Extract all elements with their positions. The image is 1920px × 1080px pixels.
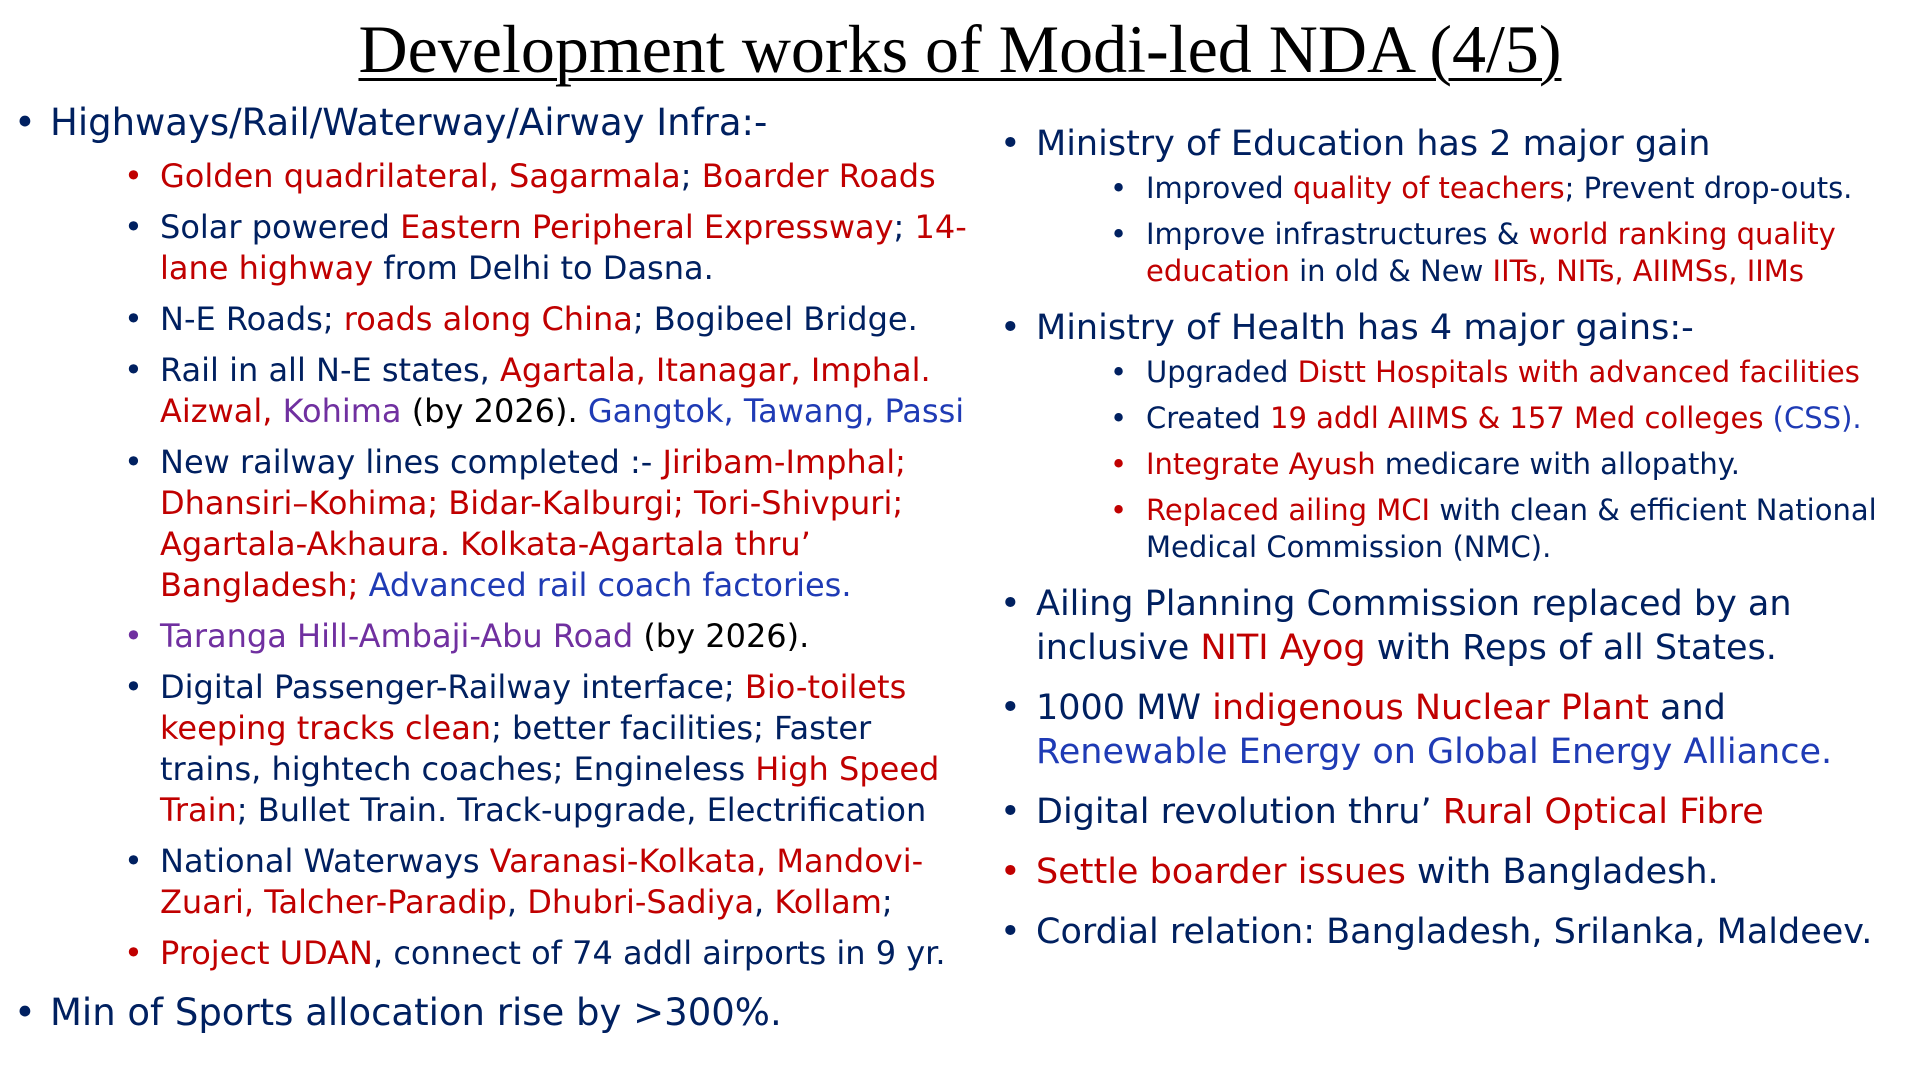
text-segment: Digital Passenger-Railway interface; <box>160 668 745 706</box>
text-segment: Bio-toilets keeping tracks clean <box>160 668 907 747</box>
text-segment: Rural Optical Fibre <box>1442 792 1764 832</box>
text-segment: ; better facilities; Faster trains, hightech coaches; Engineless <box>160 709 872 788</box>
text-segment: New railway lines completed :- <box>160 443 663 481</box>
text-segment: (by 2026). <box>633 617 810 655</box>
text-segment: 1000 MW <box>1036 688 1213 728</box>
infra-item <box>124 667 974 831</box>
text-segment: Taranga Hill-Ambaji-Abu Road <box>160 617 634 655</box>
sports-bullet: • Min of Sports allocation rise by >300%. <box>14 990 974 1036</box>
text-segment: indigenous Nuclear Plant <box>1212 688 1649 728</box>
relations-bullet <box>1000 910 1910 954</box>
text-segment: , <box>506 883 528 921</box>
text-segment: roads along China <box>343 300 633 338</box>
text-segment: Eastern Peripheral Expressway <box>400 208 894 246</box>
text-segment: and <box>1648 688 1726 728</box>
text-segment: (CSS). <box>1763 401 1862 435</box>
text-segment: with clean & efficient National Medical Commission (NMC). <box>1146 493 1877 564</box>
text-segment: 19 addl AIIMS & 157 Med colleges <box>1270 401 1764 435</box>
text-segment: ; Prevent drop-outs. <box>1564 171 1853 205</box>
health-item <box>1110 446 1910 483</box>
text-segment: NITI Ayog <box>1200 628 1366 668</box>
text-segment: IITs, NITs, AIIMSs, IIMs <box>1492 254 1804 288</box>
infra-item <box>124 350 974 432</box>
text-segment: Project UDAN <box>160 934 373 972</box>
education-item <box>1110 216 1910 290</box>
text-segment: 14-lane highway <box>160 208 967 287</box>
education-heading: • Ministry of Education has 2 major gain • Improved quality of teachers; Prevent drop-outs. • Improve infrastructures & world ranking quality education in old & New IITs, NITs, AIIMSs, IIMs <box>1000 122 1910 290</box>
education-sublist <box>1036 170 1910 290</box>
infra-item <box>124 156 974 197</box>
infra-item <box>124 841 974 923</box>
infra-sublist <box>50 156 974 974</box>
text-segment: Integrate Ayush <box>1146 447 1376 481</box>
text-segment: , connect of 74 addl airports in 9 yr. <box>372 934 946 972</box>
health-sublist <box>1036 354 1910 566</box>
text-segment: Settle boarder issues <box>1036 852 1406 892</box>
text-segment: Ailing Planning Commission replaced by an inclusive <box>1036 584 1792 668</box>
text-segment: High Speed Train <box>160 750 940 829</box>
slide-title: Development works of Modi-led NDA (4/5) <box>358 11 1562 87</box>
infra-item <box>124 442 974 606</box>
text-segment: Created <box>1146 401 1270 435</box>
text-segment: Solar powered <box>160 208 401 246</box>
text-segment: Golden quadrilateral, Sagarmala <box>160 157 681 195</box>
text-segment: Renewable Energy on Global Energy Alliance. <box>1036 732 1833 772</box>
text-segment: Boarder Roads <box>701 157 936 195</box>
text-segment: Improve infrastructures & <box>1146 217 1529 251</box>
health-heading: • Ministry of Health has 4 major gains:- • Upgraded Distt Hospitals with advanced facilities • Created 19 addl AIIMS & 157 Med colleges (CSS). • Integrate Ayush medicare with allopathy. • Replaced ailing MCI with clean & efficient National Medical Commission (NMC). <box>1000 306 1910 566</box>
right-bullet-list <box>1000 122 1910 954</box>
right-column <box>1000 122 1910 970</box>
text-segment: Kollam <box>774 883 882 921</box>
text-segment: ; <box>680 157 702 195</box>
planning-bullet <box>1000 582 1910 670</box>
text-segment: Agartala, Itanagar, Imphal. Aizwal, <box>160 351 931 430</box>
digital-bullet <box>1000 790 1910 834</box>
border-bullet <box>1000 850 1910 894</box>
text-segment: quality of teachers <box>1292 171 1565 205</box>
infra-item <box>124 299 974 340</box>
health-item <box>1110 492 1910 566</box>
text-segment: National Waterways <box>160 842 490 880</box>
text-segment: Upgraded <box>1146 355 1298 389</box>
text-segment: with Reps of all States. <box>1365 628 1777 668</box>
text-segment: ; <box>881 883 893 921</box>
text-segment: , <box>754 883 775 921</box>
text-segment: Improved <box>1146 171 1293 205</box>
text-segment: Varanasi-Kolkata, Mandovi-Zuari, Talcher-Paradip <box>160 842 924 921</box>
text-segment: Advanced rail coach factories. <box>368 566 852 604</box>
text-segment: Cordial relation: Bangladesh, Srilanka, Maldeev. <box>1036 912 1873 952</box>
text-segment: world ranking quality education <box>1146 217 1836 288</box>
infra-item <box>124 933 974 974</box>
left-bullet-list <box>14 100 974 1036</box>
infra-item <box>124 207 974 289</box>
text-segment: Replaced ailing MCI <box>1146 493 1431 527</box>
infra-item <box>124 616 974 657</box>
text-segment: Jiribam-Imphal; Dhansiri–Kohima; Bidar-Kalburgi; Tori-Shivpuri; Agartala-Akhaura. Kolkata-Agartala thru’ Bangladesh; <box>160 443 906 604</box>
text-segment: from Delhi to Dasna. <box>373 249 714 287</box>
text-segment: Distt Hospitals with advanced facilities <box>1297 355 1860 389</box>
energy-bullet <box>1000 686 1910 774</box>
text-segment: N-E Roads; <box>160 300 344 338</box>
text-segment: medicare with allopathy. <box>1375 447 1740 481</box>
education-item <box>1110 170 1910 207</box>
text-segment: (by 2026). <box>401 392 588 430</box>
health-item <box>1110 400 1910 437</box>
text-segment: Digital revolution thru’ <box>1036 792 1443 832</box>
text-segment: Gangtok, Tawang, Passi <box>587 392 965 430</box>
text-segment: Kohima <box>282 392 402 430</box>
infra-heading: • Highways/Rail/Waterway/Airway Infra:- • Golden quadrilateral, Sagarmala; Boarder Roads • Solar powered Eastern Peripheral Expressway; 14-lane highway from Delhi to Dasna. • N-E Roads; roads along China; Bogibeel Bridge. • Rail in all N-E states, Agartala, Itanagar, Imphal. Aizwal, Kohima (by 2026). Gangtok, Tawang, Passi • New railway lines completed :- Jiribam-Imphal; Dhansiri–Kohima; Bidar-Kalburgi; Tori-Shivpuri; Agartala-Akhaura. Kolkata-Agartala thru’ Bangladesh; Advanced rail coach factories. • Taranga Hill-Ambaji-Abu Road (by 2026). • Digital Passenger-Railway interface; Bio-toilets keeping tracks clean; better facilities; Faster trains, hightech coaches; Engineless High Speed Train; Bullet Train. Track-upgrade, Electrification • National Waterways Varanasi-Kolkata, Mandovi-Zuari, Talcher-Paradip, Dhubri-Sadiya, Kollam; • Project UDAN, connect of 74 addl airports in 9 yr. <box>14 100 974 974</box>
health-item <box>1110 354 1910 391</box>
text-segment: ; Bogibeel Bridge. <box>632 300 918 338</box>
text-segment: in old & New <box>1289 254 1493 288</box>
text-segment: Rail in all N-E states, <box>160 351 500 389</box>
text-segment: with Bangladesh. <box>1405 852 1719 892</box>
left-column <box>14 100 974 1036</box>
text-segment: ; Bullet Train. Track-upgrade, Electrification <box>236 791 927 829</box>
text-segment: Dhubri-Sadiya <box>527 883 755 921</box>
text-segment: ; <box>893 208 915 246</box>
